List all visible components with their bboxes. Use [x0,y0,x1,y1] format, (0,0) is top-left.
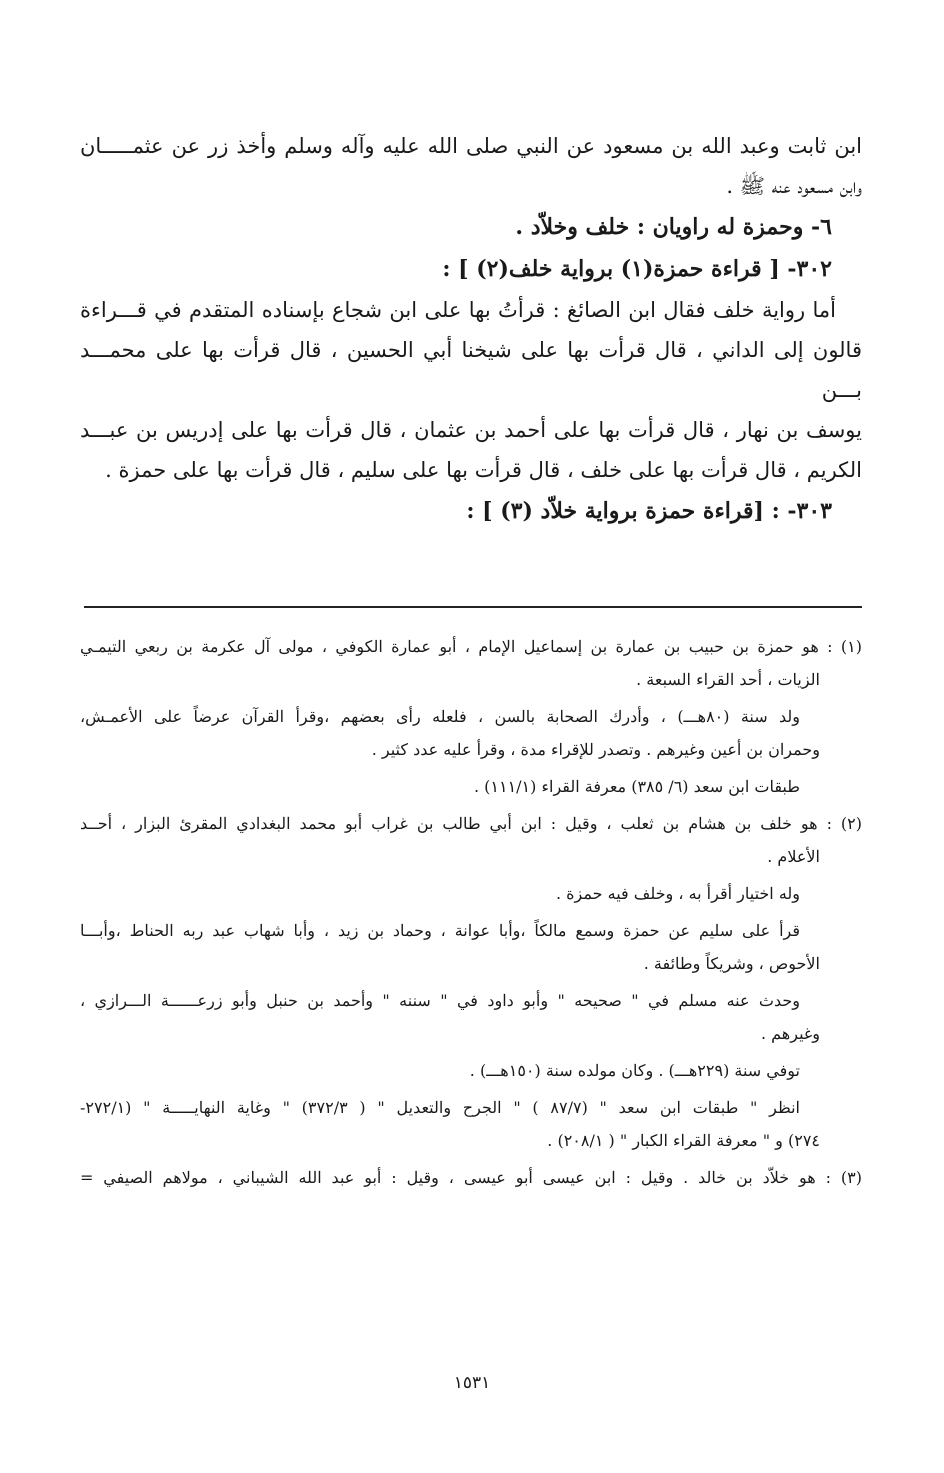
main-line: يوسف بن نهار ، قال قرأت بها على أحمد بن عثمان ، قال قرأت بها على إدريس بن عبـــد [80,418,862,442]
footnote-1 [80,630,862,696]
section-heading: ٣٠٢- [ قراءة حمزة(١) برواية خلف(٢) ] : [442,256,832,282]
footnote-line: انظر " طبقات ابن سعد " (٨٧/٧ ) " الجرح والتعديل " ( ٣٧٢/٣) " وغاية النهايـــــة " (٢٧٢/١- [80,1098,800,1117]
footnotes-block [80,630,862,1198]
footnote-3: (٣) : هو خلاّد بن خالد . وقيل : ابن عيسى أبو عيسى ، وقيل : أبو عبد الله الشيباني ، مولاهم الصيفي = [80,1168,862,1187]
footnote-2-sources [80,1091,862,1157]
footnote-2-paragraph [80,984,862,1050]
footnote-2-paragraph: توفي سنة (٢٢٩هـــ) . وكان مولده سنة (١٥٠هـــ) . [469,1061,800,1080]
main-text-block [80,126,862,532]
section-heading: ٦- وحمزة له راويان : خلف وخلاّد . [515,214,832,240]
footnote-line: ٢٧٤) و " معرفة القراء الكبار " ( ٢٠٨/١) . [547,1131,820,1150]
footnote-divider [84,606,862,608]
footnote-line: وغيرهم . [760,1024,820,1043]
footnote-2 [80,807,862,873]
section-heading: ٣٠٣- : [قراءة حمزة برواية خلاّد (٣) ] : [466,498,832,524]
main-line: قالون إلى الداني ، قال قرأت بها على شيخنا أبي الحسين ، قال قرأت بها على محمـــد بـــن [80,338,862,402]
footnote-line: وحدث عنه مسلم في " صحيحه " وأبو داود في " سننه " وأحمد بن حنبل وأبو زرعــــــة الـــرازي ، [80,991,800,1010]
main-line: ابن ثابت وعبد الله بن مسعود عن النبي صلى الله عليه وآله وسلم وأخذ زر عن عثمـــــان [80,134,862,158]
main-line: أما رواية خلف فقال ابن الصائغ : قرأتُ بها على ابن شجاع بإسناده المتقدم في قـــراءة [80,298,836,322]
footnote-line: الأعلام . [767,847,820,866]
footnote-line: قرأ على سليم عن حمزة وسمع مالكاً ،وأبا عوانة ، وحماد بن زيد ، وأبا شهاب عبد ربه الحناط ،وأبـــا [80,921,801,940]
footnote-line: الزيات ، أحد القراء السبعة . [636,670,820,689]
footnote-1-source: طبقات ابن سعد (٦/ ٣٨٥) معرفة القراء (١١١/١) . [473,777,800,796]
footnote-line: (٢) : هو خلف بن هشام بن ثعلب ، وقيل : ابن أبي طالب بن غراب أبو محمد البغدادي المقرئ البزار ، أحــد [80,814,862,833]
page-number: ١٥٣١ [453,1373,491,1393]
footnote-2-paragraph: وله اختيار أقرأ به ، وخلف فيه حمزة . [556,884,800,903]
footnote-2-paragraph [80,914,862,980]
footnote-line: الأحوص ، وشريكاً وطائفة . [643,954,820,973]
footnote-line: وحمران بن أعين وغيرهم . وتصدر للإقراء مدة ، وقرأ عليه عدد كثير . [371,740,820,759]
footnote-line: ولد سنة (٨٠هـــ) ، وأدرك الصحابة بالسن ، فلعله رأى بعضهم ،وقرأ القرآن عرضاً على الأعمـش، [80,707,800,726]
main-line: الكريم ، قال قرأت بها على خلف ، قال قرأت بها على سليم ، قال قرأت بها على حمزة . [105,458,862,482]
footnote-line: (١) : هو حمزة بن حبيب بن عمارة بن إسماعيل الإمام ، أبو عمارة الكوفي ، مولى آل عكرمة بن ربعي التيمـي [80,637,863,656]
main-line: وابن مسعود عنه ﷺ . [726,174,862,198]
footnote-1-paragraph [80,700,862,766]
